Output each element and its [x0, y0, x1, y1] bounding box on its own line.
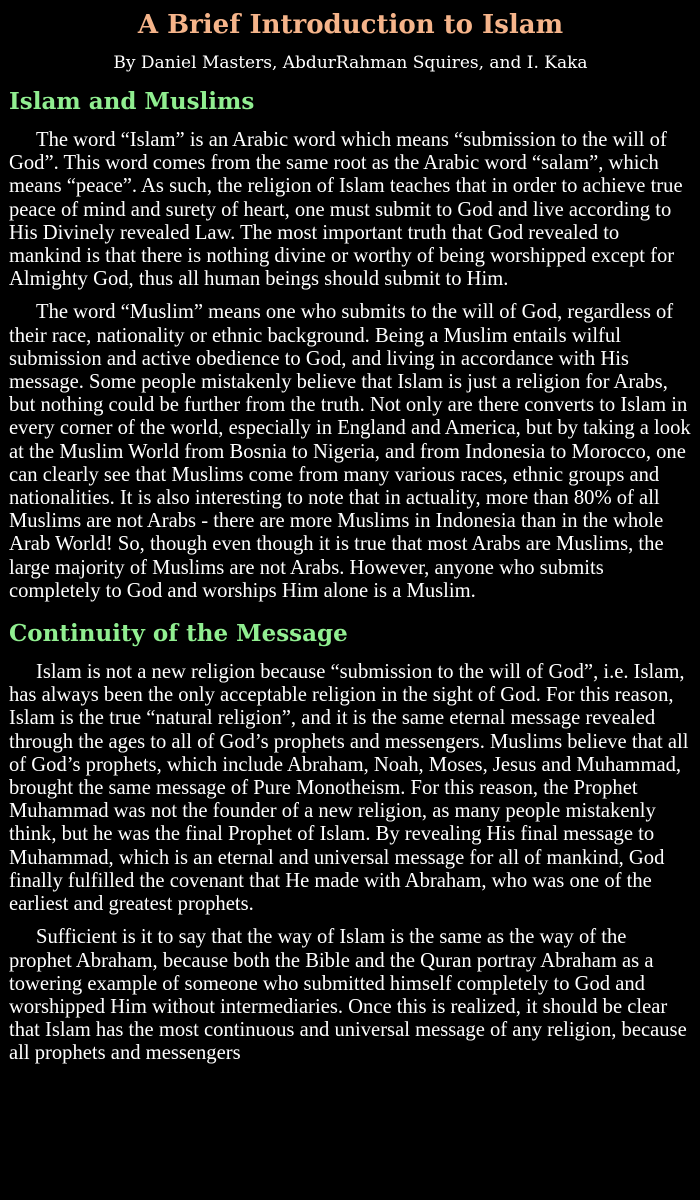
section-heading-continuity-of-the-message: Continuity of the Message: [9, 620, 348, 648]
paragraph: Sufficient is it to say that the way of Islam is the same as the way of the prophet Abraham, because both the Bible and the Quran portray Abraham as a towering example of someone who submitted himself completely to God and worshipped Him without intermediaries. Once this is realized, it should be clear that Islam has the most continuous and universal message of any religion, because all prophets and messengers: [9, 926, 687, 1065]
section-heading-islam-and-muslims: Islam and Muslims: [9, 88, 255, 115]
byline: By Daniel Masters, AbdurRahman Squires, and I. Kaka: [113, 53, 588, 73]
document-title: A Brief Introduction to Islam: [137, 10, 564, 40]
paragraph: The word “Muslim” means one who submits to the will of God, regardless of their race, nationality or ethnic background. Being a Muslim entails wilful submission and active obedience to God, and living in accordance with His message. Some people mistakenly believe that Islam is just a religion for Arabs, but nothing could be further from the truth. Not only are there converts to Islam in every corner of the world, especially in England and America, but by taking a look at the Muslim World from Bosnia to Nigeria, and from Indonesia to Morocco, one can clearly see that Muslims come from many various races, ethnic groups and nationalities. It is also interesting to note that in actuality, more than 80% of all Muslims are not Arabs - there are more Muslims in Indonesia than in the whole Arab World! So, though even though it is true that most Arabs are Muslims, the large majority of Muslims are not Arabs. However, anyone who submits completely to God and worships Him alone is a Muslim.: [9, 301, 691, 602]
paragraph: The word “Islam” is an Arabic word which means “submission to the will of God”. This word comes from the same root as the Arabic word “salam”, which means “peace”. As such, the religion of Islam teaches that in order to achieve true peace of mind and surety of heart, one must submit to God and live according to His Divinely revealed Law. The most important truth that God revealed to mankind is that there is nothing divine or worthy of being worshipped except for Almighty God, thus all human beings should submit to Him.: [9, 129, 683, 291]
paragraph: Islam is not a new religion because “submission to the will of God”, i.e. Islam, has always been the only acceptable religion in the sight of God. For this reason, Islam is the true “natural religion”, and it is the same eternal message revealed through the ages to all of God’s prophets and messengers. Muslims believe that all of God’s prophets, which include Abraham, Noah, Moses, Jesus and Muhammad, brought the same message of Pure Monotheism. For this reason, the Prophet Muhammad was not the founder of a new religion, as many people mistakenly think, but he was the final Prophet of Islam. By revealing His final message to Muhammad, which is an eternal and universal message for all of mankind, God finally fulfilled the covenant that He made with Abraham, who was one of the earliest and greatest prophets.: [9, 661, 689, 916]
